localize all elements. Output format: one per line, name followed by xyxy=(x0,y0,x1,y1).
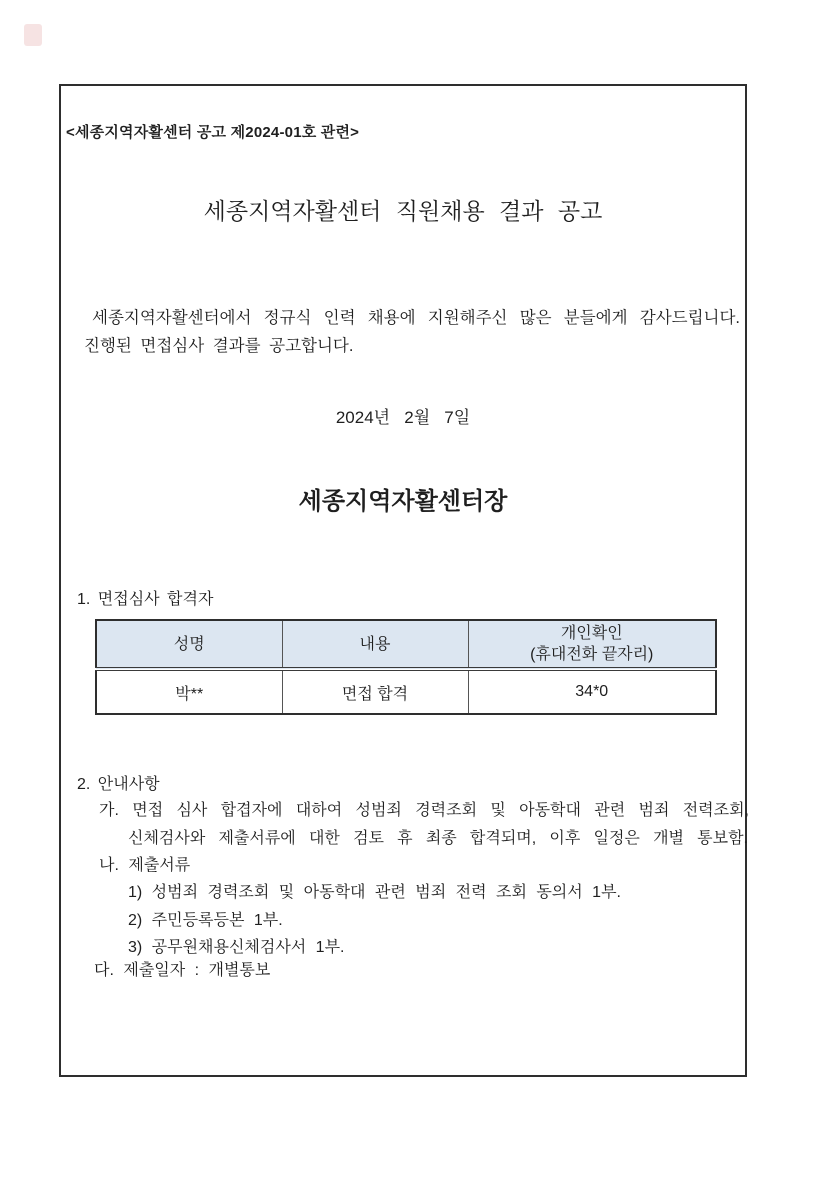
guide-item-na-text: 제출서류 xyxy=(128,857,191,874)
table-header-content: 내용 xyxy=(282,620,468,669)
table-header-verify-line1: 개인확인 xyxy=(560,625,623,642)
submit-doc-item-3: 3) 공무원채용신체검사서 1부. xyxy=(128,939,345,956)
guide-item-na xyxy=(99,852,190,875)
table-row xyxy=(96,669,716,714)
pass-result-table xyxy=(95,619,717,715)
guide-item-na-label: 나. xyxy=(99,857,119,874)
submit-doc-item-1: 1) 성범죄 경력조회 및 아동학대 관련 범죄 전력 조회 동의서 1부. xyxy=(128,884,621,901)
table-cell-name: 박** xyxy=(96,669,282,714)
intro-line-1: 세종지역자활센터에서 정규식 인력 채용에 지원해주신 많은 분들에게 감사드립니다. xyxy=(92,309,740,327)
guide-item-da-text: 제출일자 : 개별통보 xyxy=(123,962,271,979)
table-header-verify xyxy=(468,620,716,669)
guide-item-ga-label: 가. xyxy=(99,802,119,819)
reference-note: <세종지역자활센터 공고 제2024-01호 관련> xyxy=(66,124,360,141)
intro-line-2: 진행된 면접심사 결과를 공고합니다. xyxy=(84,336,354,355)
table-cell-verify: 34*0 xyxy=(468,669,716,714)
table-header-name: 성명 xyxy=(96,620,282,669)
table-header-row xyxy=(96,620,716,669)
guide-item-ga-text: 면접 심사 합겹자에 대하여 성범죄 경력조회 및 아동학대 관련 범죄 전력조회, xyxy=(132,802,749,819)
table-cell-content: 면접 합격 xyxy=(282,669,468,714)
announcement-date: 2024년 2월 7일 xyxy=(335,408,471,427)
section1-heading: 1. 면접심사 합격자 xyxy=(77,591,214,608)
guide-item-da-label: 다. xyxy=(94,962,114,979)
intro-paragraph xyxy=(84,305,740,360)
submit-doc-item-2: 2) 주민등록등본 1부. xyxy=(128,912,283,929)
guide-item-da xyxy=(94,957,270,980)
signer-title: 세종지역자활센터장 xyxy=(298,488,508,515)
scan-artifact xyxy=(24,24,42,46)
guide-item-ga-line2: 신체검사와 제출서류에 대한 검토 휴 최종 합격되며, 이후 일정은 개별 통보함. xyxy=(128,830,748,847)
guide-item-ga-line1 xyxy=(99,797,749,820)
section2-heading: 2. 안내사항 xyxy=(77,776,160,793)
document-title: 세종지역자활센터 직원채용 결과 공고 xyxy=(203,198,603,224)
table-header-verify-line2: (휴대전화 끝자리) xyxy=(530,646,654,663)
